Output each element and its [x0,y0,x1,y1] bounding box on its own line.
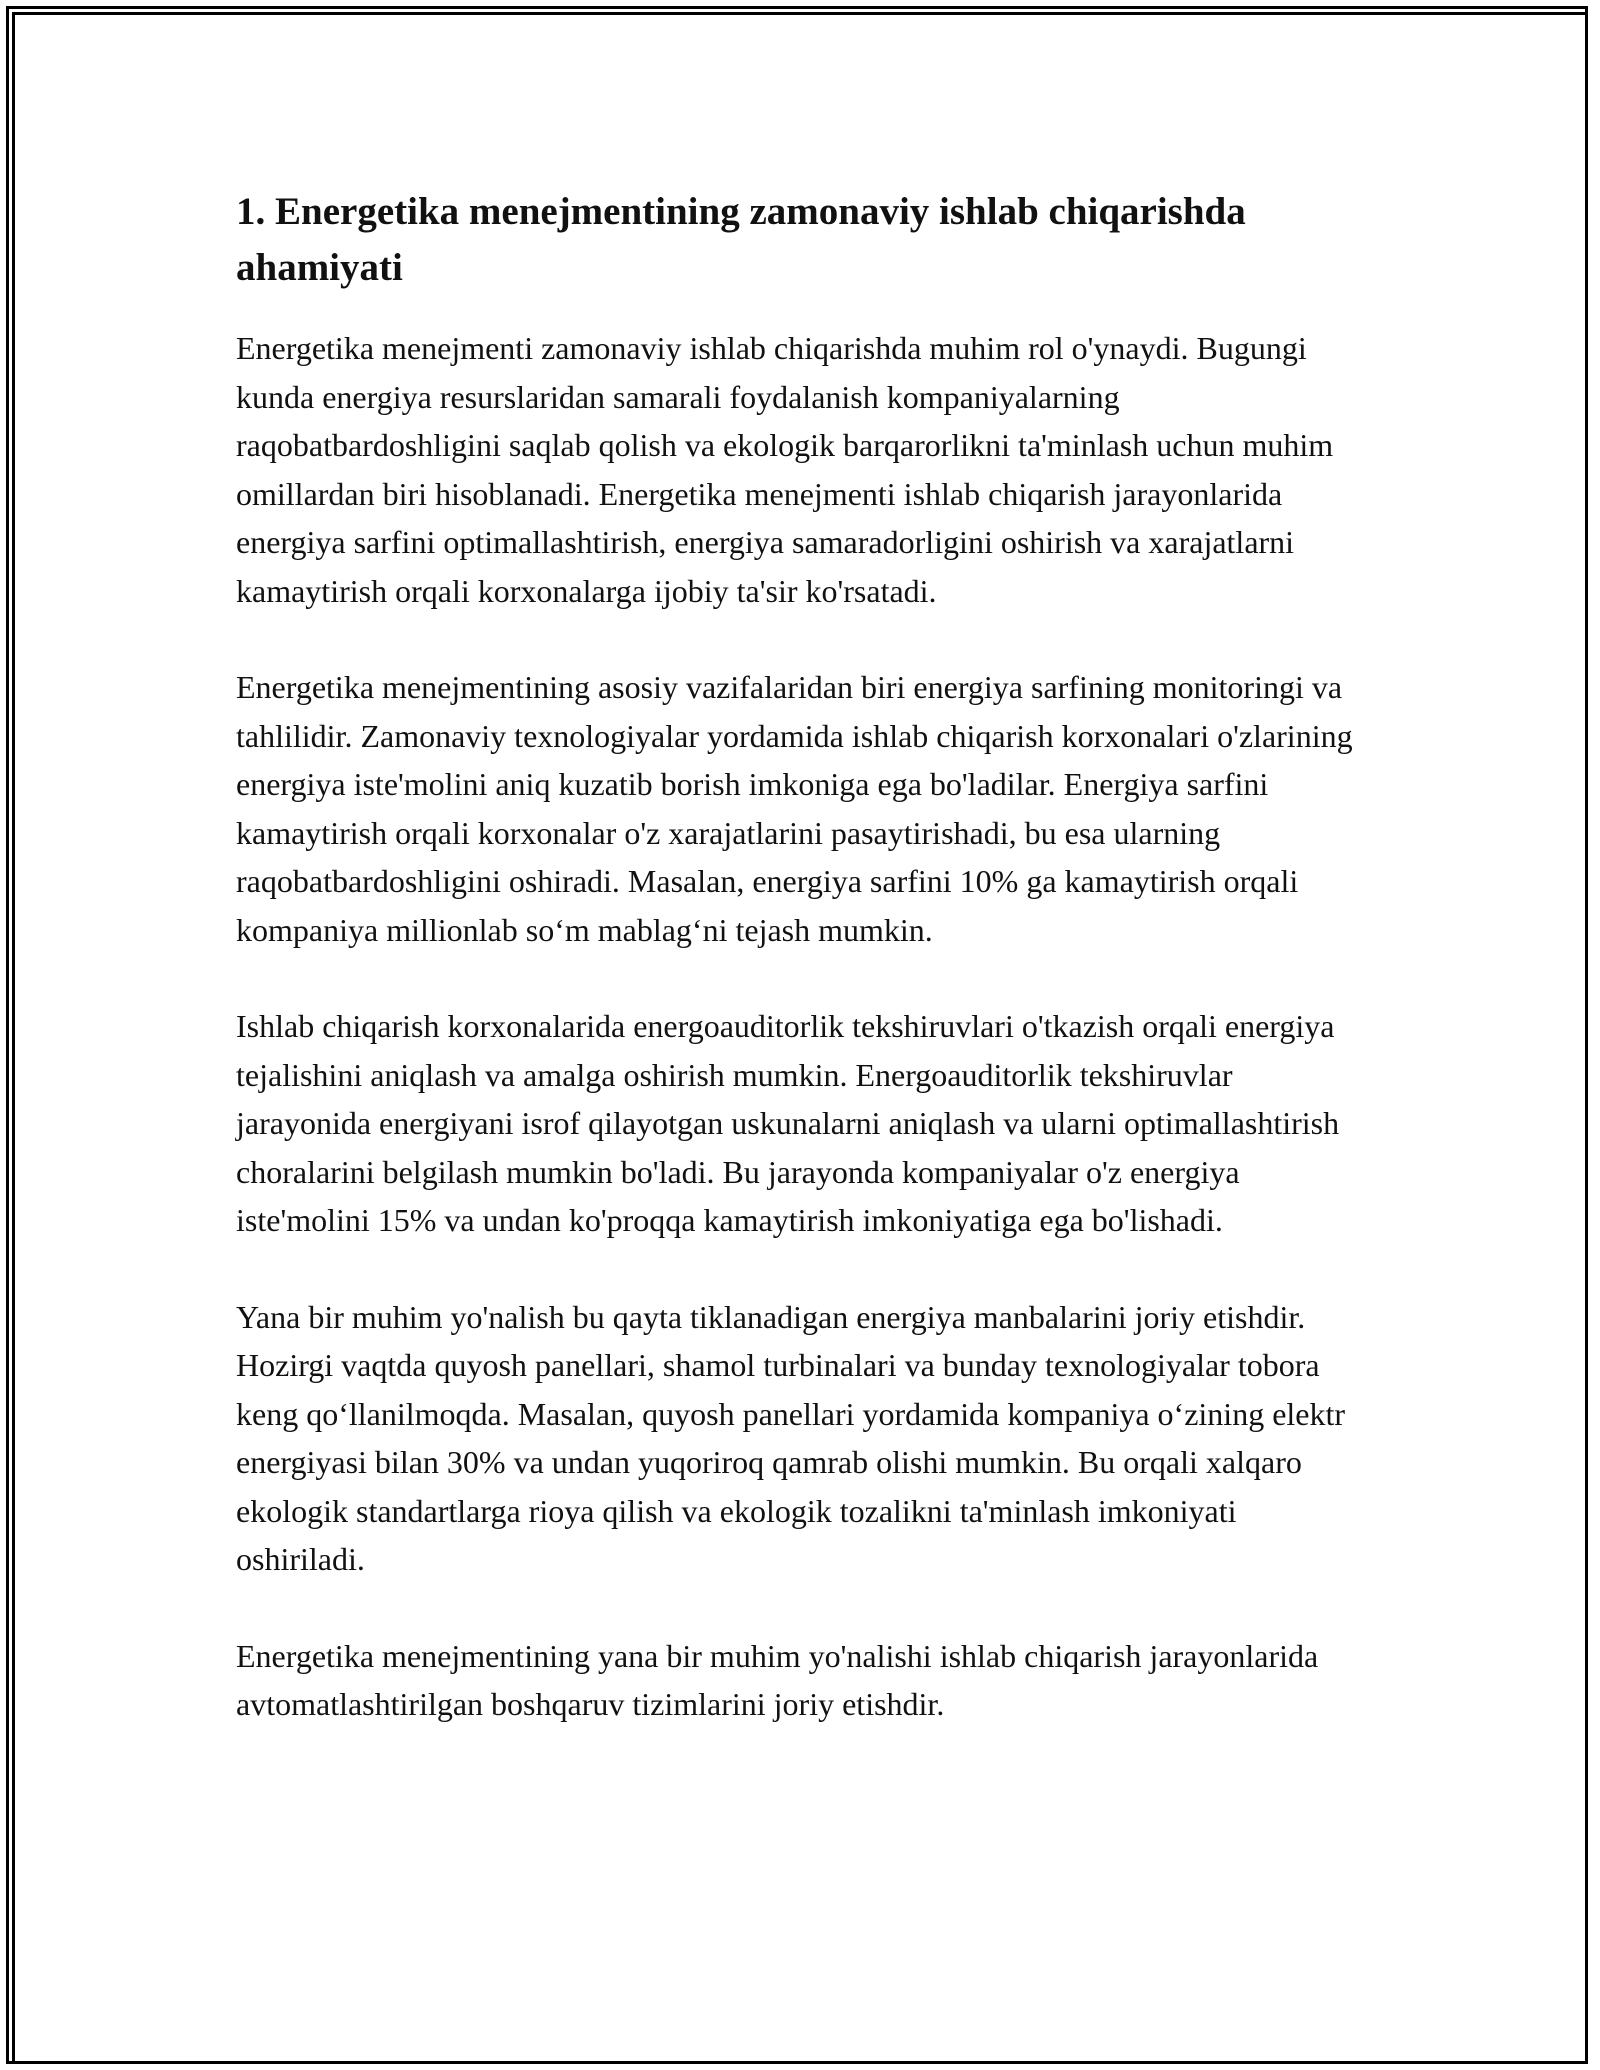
paragraph: Yana bir muhim yo'nalish bu qayta tiklanadigan energiya manbalarini joriy etishdir. Hozirgi vaqtda quyosh panellari, shamol turbinalari va bunday texnologiyalar tobora keng qo‘llanilmoqda. Masalan, quyosh panellari yordamida kompaniya o‘zining elektr energiyasi bilan 30% va undan yuqoriroq qamrab olishi mumkin. Bu orqali xalqaro ekologik standartlarga rioya qilish va ekologik tozalikni ta'minlash imkoniyati oshiriladi. [236,1298,1346,1577]
paragraph: Ishlab chiqarish korxonalarida energoauditorlik tekshiruvlari o'tkazish orqali energiya tejalishini aniqlash va amalga oshirish mumkin. Energoauditorlik tekshiruvlar jarayonida energiyani isrof qilayotgan uskunalarni aniqlash va ularni optimallashtirish choralarini belgilash mumkin bo'ladi. Bu jarayonda kompaniyalar o'z energiya iste'molini 15% va undan ko'proqqa kamaytirish imkoniyatiga ega bo'lishadi. [236,1008,1340,1238]
paragraph: Energetika menejmentining yana bir muhim yo'nalishi ishlab chiqarish jarayonlarida avtomatlashtirilgan boshqaruv tizimlarini joriy etishdir. [236,1637,1319,1722]
document-body [236,184,1368,1777]
section-heading: 1. Energetika menejmentining zamonaviy ishlab chiqarishda ahamiyati [236,190,1246,289]
paragraph: Energetika menejmentining asosiy vazifalaridan biri energiya sarfining monitoringi va tahlilidir. Zamonaviy texnologiyalar yordamida ishlab chiqarish korxonalari o'zlarining energiya iste'molini aniq kuzatib borish imkoniga ega bo'ladilar. Energiya sarfini kamaytirish orqali korxonalar o'z xarajatlarini pasaytirishadi, bu esa ularning raqobatbardoshligini oshiradi. Masalan, energiya sarfini 10% ga kamaytirish orqali kompaniya millionlab so‘m mablag‘ni tejash mumkin. [236,669,1353,948]
paragraph: Energetika menejmenti zamonaviy ishlab chiqarishda muhim rol o'ynaydi. Bugungi kunda energiya resurslaridan samarali foydalanish kompaniyalarning raqobatbardoshligini saqlab qolish va ekologik barqarorlikni ta'minlash uchun muhim omillardan biri hisoblanadi. Energetika menejmenti ishlab chiqarish jarayonlarida energiya sarfini optimallashtirish, energiya samaradorligini oshirish va xarajatlarni kamaytirish orqali korxonalarga ijobiy ta'sir ko'rsatadi. [236,330,1334,609]
